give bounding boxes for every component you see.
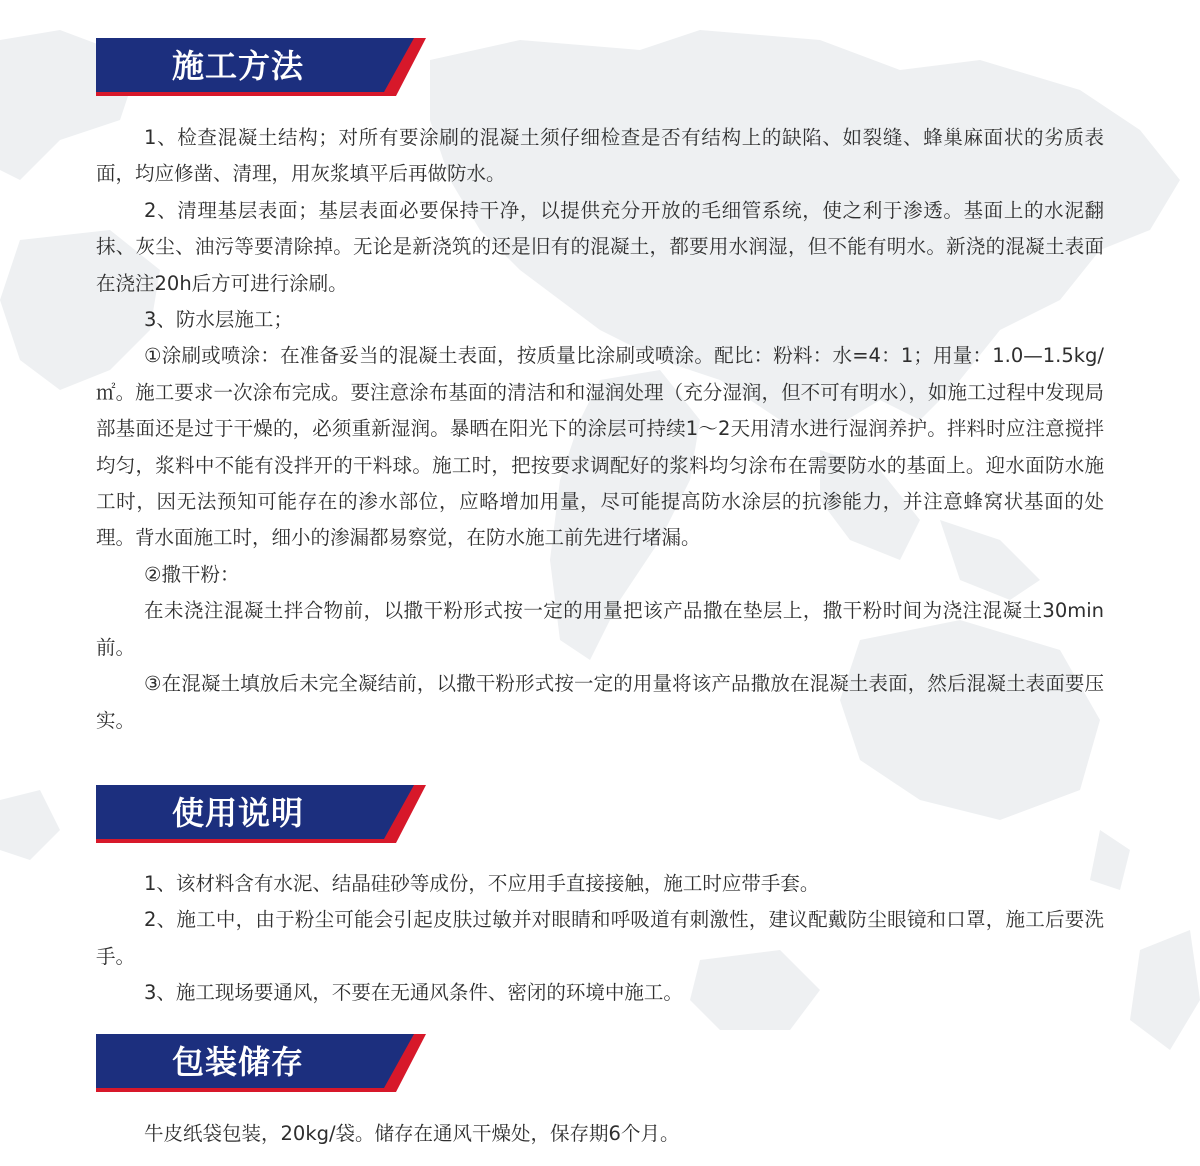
method-step-3-post-pour: ③在混凝土填放后未完全凝结前，以撒干粉形式按一定的用量将该产品撒放在混凝土表面，然后混凝土表面要压实。 — [96, 672, 1104, 732]
section-header-usage — [96, 785, 430, 843]
method-step-3-dry-powder: ②撒干粉： — [144, 562, 240, 586]
section-header-storage — [96, 1034, 430, 1092]
section-title: 使用说明 — [172, 794, 305, 832]
section-title: 包装储存 — [172, 1043, 305, 1081]
method-body — [96, 120, 1104, 739]
usage-note-2: 2、施工中，由于粉尘可能会引起皮肤过敏并对眼睛和呼吸道有刺激性，建议配戴防尘眼镜和口罩，施工后要洗手。 — [96, 908, 1104, 968]
storage-body — [96, 1116, 1104, 1152]
usage-note-3: 3、施工现场要通风，不要在无通风条件、密闭的环境中施工。 — [144, 981, 683, 1005]
method-step-3-brush: ①涂刷或喷涂：在准备妥当的混凝土表面，按质量比涂刷或喷涂。配比：粉料：水=4：1；用量：1.0—1.5kg/㎡。施工要求一次涂布完成。要注意涂布基面的清洁和和湿润处理（充分湿润，但不可有明水），如施工过程中发现局部基面还是过于干燥的，必须重新湿润。暴晒在阳光下的涂层可持续1～2天用清水进行湿润养护。拌料时应注意搅拌均匀，浆料中不能有没拌开的干料球。施工时，把按要求调配好的浆料均匀涂布在需要防水的基面上。迎水面防水施工时，因无法预知可能存在的渗水部位，应略增加用量，尽可能提高防水涂层的抗渗能力，并注意蜂窝状基面的处理。背水面施工时，细小的渗漏都易察觉，在防水施工前先进行堵漏。 — [96, 344, 1104, 550]
usage-note-1: 1、该材料含有水泥、结晶硅砂等成份，不应用手直接接触，施工时应带手套。 — [144, 872, 820, 895]
usage-body — [96, 866, 1104, 1012]
storage-note: 牛皮纸袋包装，20kg/袋。储存在通风干燥处，保存期6个月。 — [144, 1122, 680, 1145]
method-step-2: 2、清理基层表面；基层表面必要保持干净，以提供充分开放的毛细管系统，使之利于渗透。基面上的水泥翻抹、灰尘、油污等要清除掉。无论是新浇筑的还是旧有的混凝土，都要用水润湿，但不能有明水。新浇的混凝土表面在浇注20h后方可进行涂刷。 — [96, 198, 1104, 295]
method-step-1: 1、检查混凝土结构；对所有要涂刷的混凝土须仔细检查是否有结构上的缺陷、如裂缝、蜂巢麻面状的劣质表面，均应修凿、清理，用灰浆填平后再做防水。 — [96, 126, 1104, 186]
section-header-method — [96, 38, 430, 96]
method-step-3: 3、防水层施工； — [144, 308, 293, 332]
section-title: 施工方法 — [172, 47, 305, 85]
method-step-3-dry-powder-detail: 在未浇注混凝土拌合物前，以撒干粉形式按一定的用量把该产品撒在垫层上，撒干粉时间为浇注混凝土30min前。 — [96, 599, 1104, 659]
